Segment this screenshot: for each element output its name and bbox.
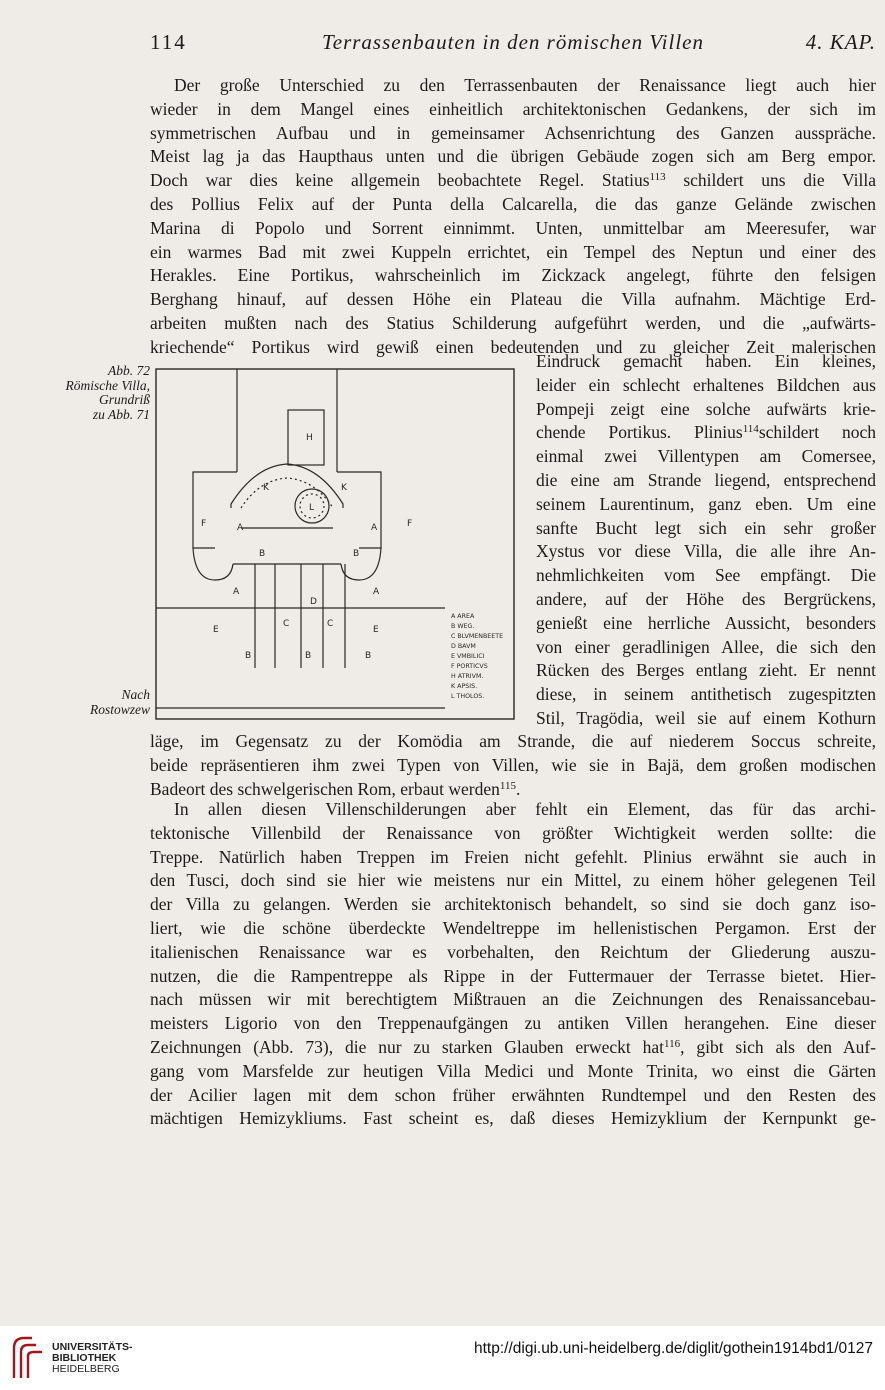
paragraph-3 — [150, 798, 876, 1131]
text-line: wieder in dem Mangel eines einheitlich architektonischen Gedankens, der sich im — [150, 98, 876, 119]
text-line: Meist lag ja das Haupthaus unten und die übrigen Gebäude zogen sich am Berg empor. — [150, 146, 876, 167]
text-line: Pompeji zeigt eine solche aufwärts krie- — [536, 398, 876, 419]
caption-line: Rostowzew — [89, 701, 150, 717]
university-library-logo-icon — [10, 1334, 46, 1380]
legend-item: H ATRIVM. — [451, 673, 484, 680]
paragraph-2 — [150, 730, 876, 801]
library-name: UNIVERSITÄTS- BIBLIOTHEK HEIDELBERG — [52, 1341, 133, 1375]
legend-item: B WEG. — [451, 623, 475, 630]
legend-item: A AREA — [451, 613, 475, 620]
text-line: den Tusci, doch sind sie hier wie meistens nur ein Mittel, zu einem höher gelegenen Teil — [150, 870, 876, 891]
text-line: sanfte Bucht legt sich ein sehr großer — [536, 517, 876, 538]
caption-line: Grundriß — [98, 392, 150, 407]
source-url-link[interactable]: http://digi.ub.uni-heidelberg.de/diglit/gothein1914bd1/0127 — [473, 1340, 873, 1357]
plan-label-b-right: B — [353, 549, 360, 559]
text-line: chende Portikus. Plinius$^{114}$schildert noch — [536, 422, 876, 443]
floor-plan-drawing — [155, 368, 515, 720]
plan-label-b-left: B — [259, 549, 266, 559]
text-line: Xystus vor diese Villa, die alle ihre An- — [536, 541, 876, 562]
text-line: von einer geradlinigen Allee, die sich den — [536, 636, 876, 657]
text-line: In allen diesen Villenschilderungen aber fehlt ein Element, das für das archi- — [174, 799, 876, 819]
footnote-ref-115[interactable]: 115 — [499, 779, 516, 792]
text-line: Zeichnungen (Abb. 73), die nur zu starken Glauben erweckt hat$^{116}$, gibt sich als den Auf- — [150, 1036, 876, 1057]
text-line: die eine am Strande liegend, entsprechend — [536, 469, 876, 490]
text-line: Treppe. Natürlich haben Treppen im Freien nicht gefehlt. Plinius erwähnt sie auch in — [150, 846, 876, 867]
text-line: nutzen, die die Rampentreppe als Rippe in der Futtermauer der Terrasse bietet. Hier- — [150, 965, 876, 986]
text-line: tektonische Villenbild der Renaissance von größter Wichtigkeit werden sollte: die — [150, 822, 876, 843]
text-line: ein warmes Bad mit zwei Kuppeln errichtet, ein Tempel des Neptun und einer des — [150, 241, 876, 262]
legend-item: L THOLOS. — [451, 693, 485, 700]
legend-item: K APSIS. — [451, 683, 478, 690]
plan-label-a-left: A — [237, 523, 244, 533]
text-line: läge, im Gegensatz zu der Komödia am Strande, die auf niederem Soccus schreite, — [150, 731, 876, 751]
text-line: Stil, Tragödia, weil sie auf einem Kothurn — [536, 707, 876, 728]
footnote-ref-114[interactable]: 114 — [742, 423, 759, 436]
caption-line: Abb. 72 — [108, 363, 150, 378]
plan-label-k-right: K — [341, 483, 347, 493]
plan-label-c-right: C — [327, 619, 334, 629]
text-line: Doch war dies keine allgemein beobachtete Regel. Statius$^{113}$ schildert uns die Villa — [150, 170, 876, 191]
running-header — [150, 30, 876, 60]
plan-label-a-right: A — [371, 523, 378, 533]
caption-line: zu Abb. 71 — [92, 406, 150, 422]
text-line: Herakles. Eine Portikus, wahrscheinlich im Zickzack angelegt, führte den felsigen — [150, 265, 876, 286]
text-line: kriechende“ Portikus wird gewiß einen bedeutenden und zu gleicher Zeit malerischen — [150, 336, 876, 357]
caption-line: Nach — [121, 687, 150, 702]
plan-label-c-left: C — [283, 619, 290, 629]
text-line: arbeiten mußten nach des Statius Schilderung aufgeführt werden, und die „aufwärts- — [150, 312, 876, 333]
text-line: Der große Unterschied zu den Terrassenbauten der Renaissance liegt auch hier — [174, 75, 876, 95]
text-line: der Villa zu gelangen. Werden sie architektonisch behandelt, so sind sie doch ganz iso- — [150, 894, 876, 915]
text-line: nehmlichkeiten vom See empfängt. Die — [536, 565, 876, 586]
text-line: nach müssen wir mit berechtigtem Mißtrauen an die Zeichnungen des Renaissancebau- — [150, 989, 876, 1010]
text-line: des Pollius Felix auf der Punta della Calcarella, die das ganze Gelände zwischen — [150, 193, 876, 214]
text-line: gang vom Marsfelde zur heutigen Villa Medici und Monte Trinita, wo einst die Gärten — [150, 1060, 876, 1081]
chapter-label: 4. KAP. — [805, 30, 876, 54]
plan-label-a-lower: A — [233, 587, 240, 597]
legend-item: E VMBILICI — [451, 653, 485, 660]
digitization-footer — [0, 1326, 885, 1390]
legend-item: F PORTICVS — [451, 663, 488, 670]
text-line: Badeort des schwelgerischen Rom, erbaut werden$^{115}$. — [150, 778, 521, 799]
figure-caption — [20, 364, 150, 422]
plan-label-f-right: F — [407, 519, 413, 529]
paragraph-1 — [150, 74, 876, 360]
text-line: Marina di Popolo und Sorrent einnimmt. Unten, unmittelbar am Meeresufer, war — [150, 217, 876, 238]
caption-line: Römische Villa, — [65, 377, 150, 393]
text-line: genießt eine herrliche Aussicht, besonders — [536, 612, 876, 633]
plan-label-k-left: K — [263, 483, 269, 493]
text-line: der Acilier lagen mit dem schon früher erwähnten Rundtempel und den Resten des — [150, 1084, 876, 1105]
text-line: Berghang hinauf, auf dessen Höhe ein Plateau die Villa aufnahm. Mächtige Erd- — [150, 289, 876, 310]
legend-item: C BLVMENBEETE — [451, 633, 504, 640]
text-line: leider ein schlecht erhaltenes Bildchen aus — [536, 374, 876, 395]
plan-label-f-left: F — [201, 519, 207, 529]
plan-label-a-lower-right: A — [373, 587, 380, 597]
villa-floor-plan — [155, 368, 515, 720]
plan-label-l: L — [309, 503, 315, 513]
text-line: einmal zwei Villentypen am Comersee, — [536, 446, 876, 467]
text-line: diese, in seinem antithetisch zugespitzten — [536, 684, 876, 705]
running-title: Terrassenbauten in den römischen Villen — [322, 30, 704, 54]
plan-label-d: D — [310, 597, 317, 607]
text-line: liert, wie die schöne überdeckte Wendeltreppe im hellenistischen Pergamon. Erst der — [150, 917, 876, 938]
plan-label-e-left: E — [213, 625, 219, 635]
page-number: 114 — [150, 30, 187, 54]
text-line: andere, auf der Höhe des Bergrückens, — [536, 588, 876, 609]
figure-source — [20, 688, 150, 717]
plan-label-h: H — [306, 433, 313, 443]
text-line: meisters Ligorio von den Treppenaufgängen zu antiken Villen herangehen. Eine dieser — [150, 1013, 876, 1034]
text-line: Eindruck gemacht haben. Ein kleines, — [536, 351, 876, 371]
plan-label-b-lower-left: B — [245, 651, 252, 661]
text-line: beide repräsentieren ihm zwei Typen von Villen, wie sie in Bajä, dem großen modischen — [150, 754, 876, 775]
text-line: mächtigen Hemizykliums. Fast scheint es, daß dieses Hemizyklium der Kernpunkt ge- — [150, 1108, 876, 1129]
plan-label-e-right: E — [373, 625, 379, 635]
text-line: symmetrischen Aufbau und in gemeinsamer Achsenrichtung des Ganzen ausspräche. — [150, 122, 876, 143]
plan-label-b-lower-right: B — [365, 651, 372, 661]
plan-label-b-lower-mid: B — [305, 651, 312, 661]
text-line: Rücken des Berges entlang zieht. Er nennt — [536, 660, 876, 681]
text-line: seinem Laurentinum, ganz eben. Um eine — [536, 493, 876, 514]
footnote-ref-113[interactable]: 113 — [649, 171, 666, 184]
footnote-ref-116[interactable]: 116 — [664, 1037, 681, 1050]
side-column-text — [536, 350, 876, 731]
legend-item: D BAVM — [451, 643, 476, 650]
text-line: italienischen Renaissance war es vorbehalten, den Reichtum der Gliederung auszu- — [150, 941, 876, 962]
